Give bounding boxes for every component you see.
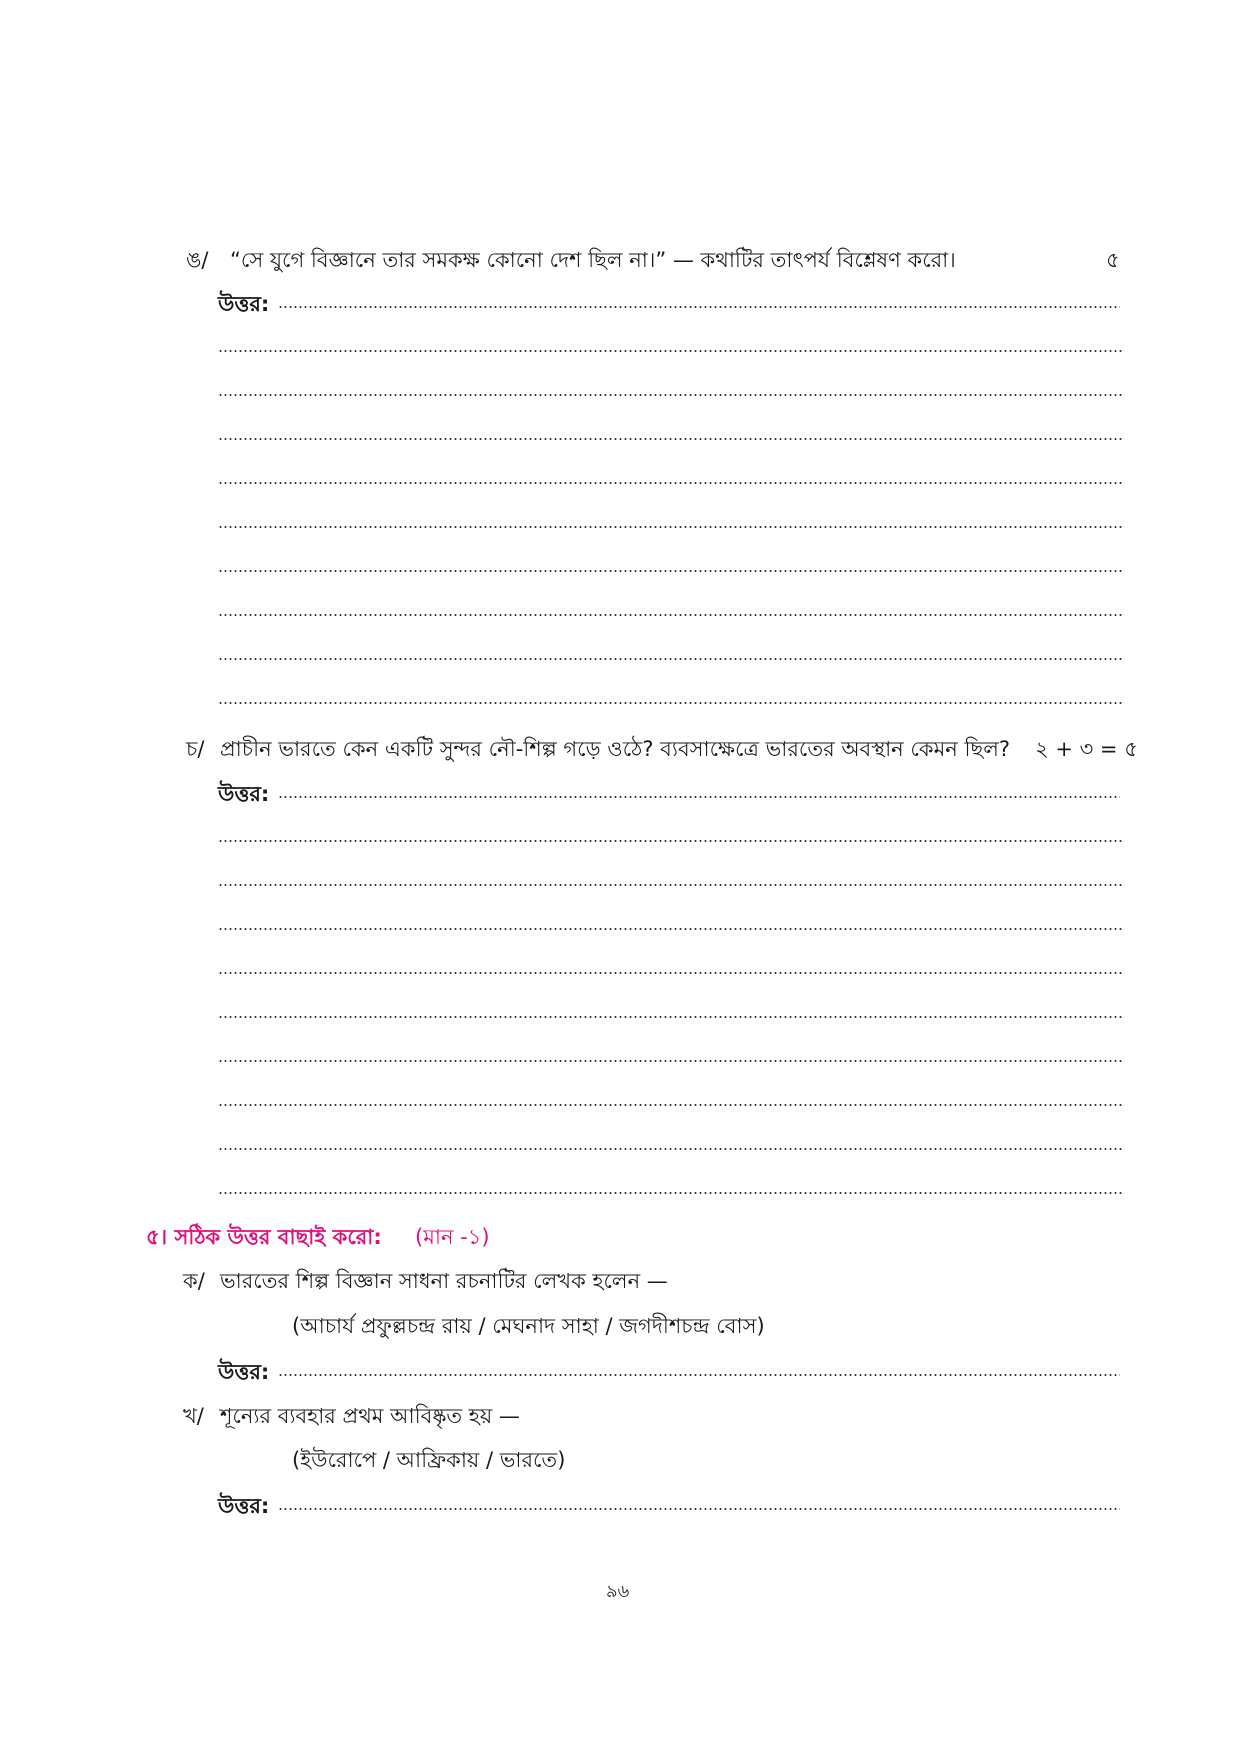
question-cha-text: প্রাচীন ভারতে কেন একটি সুন্দর নৌ-শিল্প গড়ে ওঠে? ব্যবসাক্ষেত্রে ভারতের অবস্থান কেমন ছিল? [220, 737, 1011, 761]
answer-line [218, 928, 1123, 930]
answer-line [218, 884, 1123, 886]
question-uma-text: “সে যুগে বিজ্ঞানে তার সমকক্ষ কোনো দেশ ছিল না।” — কথাটির তাৎপর্য বিশ্লেষণ করো। [230, 248, 956, 272]
question-kha-text: শূন্যের ব্যবহার প্রথম আবিষ্কৃত হয় — [220, 1404, 520, 1428]
answer-line [218, 438, 1123, 440]
answer-line [218, 1060, 1123, 1062]
answer-line [218, 1104, 1123, 1106]
answer-label: উত্তর: [218, 1494, 270, 1518]
answer-line [218, 394, 1123, 396]
answer-line [218, 526, 1123, 528]
answer-line [218, 1148, 1123, 1150]
answer-line [218, 482, 1123, 484]
question-kha-options: (ইউরোপে / আফ্রিকায় / ভারতে) [292, 1448, 566, 1472]
answer-line [218, 614, 1123, 616]
question-cha-marks: ২ + ৩ = ৫ [1035, 737, 1138, 761]
question-ka-options: (আচার্য প্রফুল্লচন্দ্র রায় / মেঘনাদ সাহা / জগদীশচন্দ্র বোস) [292, 1314, 765, 1338]
section-5-marks: (মান -১) [415, 1225, 490, 1249]
question-ka-label: ক/ [183, 1269, 205, 1293]
question-uma-marks: ৫ [1106, 248, 1120, 272]
question-uma-label: ঙ/ [186, 248, 209, 272]
question-ka-text: ভারতের শিল্প বিজ্ঞান সাধনা রচনাটির লেখক হলেন — [220, 1269, 668, 1293]
answer-line [218, 1016, 1123, 1018]
page-number: ৯৬ [606, 1581, 630, 1602]
answer-line [278, 306, 1120, 308]
section-5-heading: ৫। সঠিক উত্তর বাছাই করো: [146, 1225, 382, 1249]
question-kha-label: খ/ [183, 1404, 204, 1428]
answer-line [218, 350, 1123, 352]
answer-line [218, 658, 1123, 660]
question-cha-label: চ/ [186, 737, 205, 761]
answer-label: উত্তর: [218, 782, 270, 806]
answer-line [218, 570, 1123, 572]
answer-line [278, 796, 1120, 798]
answer-label: উত্তর: [218, 292, 270, 316]
answer-line [218, 840, 1123, 842]
answer-line [218, 1192, 1123, 1194]
answer-line [218, 702, 1123, 704]
answer-line [278, 1508, 1120, 1510]
answer-label: উত্তর: [218, 1360, 270, 1384]
answer-line [218, 972, 1123, 974]
answer-line [278, 1374, 1120, 1376]
